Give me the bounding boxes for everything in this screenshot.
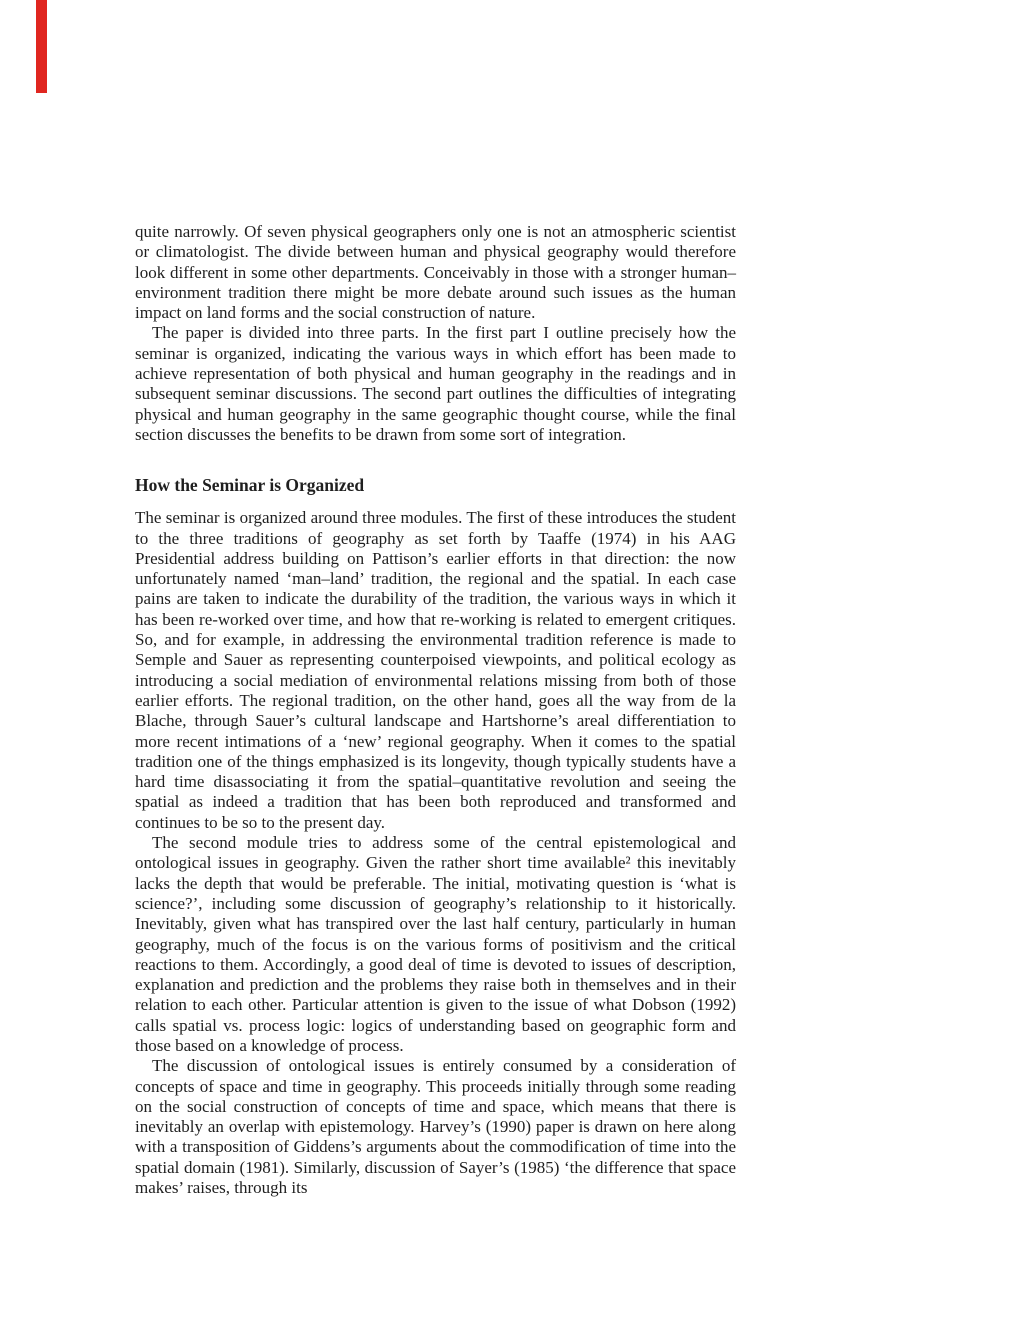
paragraph-continuation: quite narrowly. Of seven physical geographers only one is not an atmospheric scientist or climatologist. The divide between human and physical geography would therefore look different in some other departments. Conceivably in those with a stronger human–environment tradition there might be more debate around such issues as the human impact on land forms and the social construction of nature. — [135, 222, 736, 323]
paragraph-overview: The paper is divided into three parts. In the first part I outline precisely how the seminar is organized, indicating the various ways in which effort has been made to achieve representation of both physical and human geography in the readings and in subsequent seminar discussions. The second part outlines the difficulties of integrating physical and human geography in the same geographic thought course, while the final section discusses the benefits to be drawn from some sort of integration. — [135, 323, 736, 444]
paragraph-module-two: The second module tries to address some of the central epistemological and ontological issues in geography. Given the rather short time available² this inevitably lacks the depth that would be preferable. The initial, motivating question is ‘what is science?’, including some discussion of geography’s relationship to it historically. Inevitably, given what has transpired over the last half century, particularly in human geography, much of the focus is on the various forms of positivism and the critical reactions to them. Accordingly, a good deal of time is devoted to issues of description, explanation and prediction and the problems they raise both in themselves and in their relation to each other. Particular attention is given to the issue of what Dobson (1992) calls spatial vs. process logic: logics of understanding based on geographic form and those based on a knowledge of process. — [135, 833, 736, 1055]
paragraph-ontology: The discussion of ontological issues is entirely consumed by a consideration of concepts of space and time in geography. This proceeds initially through some reading on the social construction of concepts of time and space, which means that there is inevitably an overlap with epistemology. Harvey’s (1990) paper is drawn on here along with a transposition of Giddens’s arguments about the commodification of time into the spatial domain (1981). Similarly, discussion of Sayer’s (1985) ‘the difference that space makes’ raises, through its — [135, 1056, 736, 1198]
article-text-block — [135, 222, 736, 1198]
red-edge-scan-mark — [36, 0, 47, 93]
section-heading: How the Seminar is Organized — [135, 475, 365, 496]
paragraph-module-one: The seminar is organized around three modules. The first of these introduces the student to the three traditions of geography as set forth by Taaffe (1974) in his AAG Presidential address building on Pattison’s earlier efforts in that direction: the now unfortunately named ‘man–land’ tradition, the regional and the spatial. In each case pains are taken to indicate the durability of the tradition, the various ways in which it has been re-worked over time, and how that re-working is related to emergent critiques. So, and for example, in addressing the environmental tradition reference is made to Semple and Sauer as representing counterpoised viewpoints, and political ecology as introducing a social mediation of environmental relations missing from both of those earlier efforts. The regional tradition, on the other hand, goes all the way from de la Blache, through Sauer’s cultural landscape and Hartshorne’s areal differentiation to more recent intimations of a ‘new’ regional geography. When it comes to the spatial tradition one of the things emphasized is its longevity, though typically students have a hard time disassociating it from the spatial–quantitative revolution and seeing the spatial as indeed a tradition that has been both reproduced and transformed and continues to be so to the present day. — [135, 508, 736, 832]
